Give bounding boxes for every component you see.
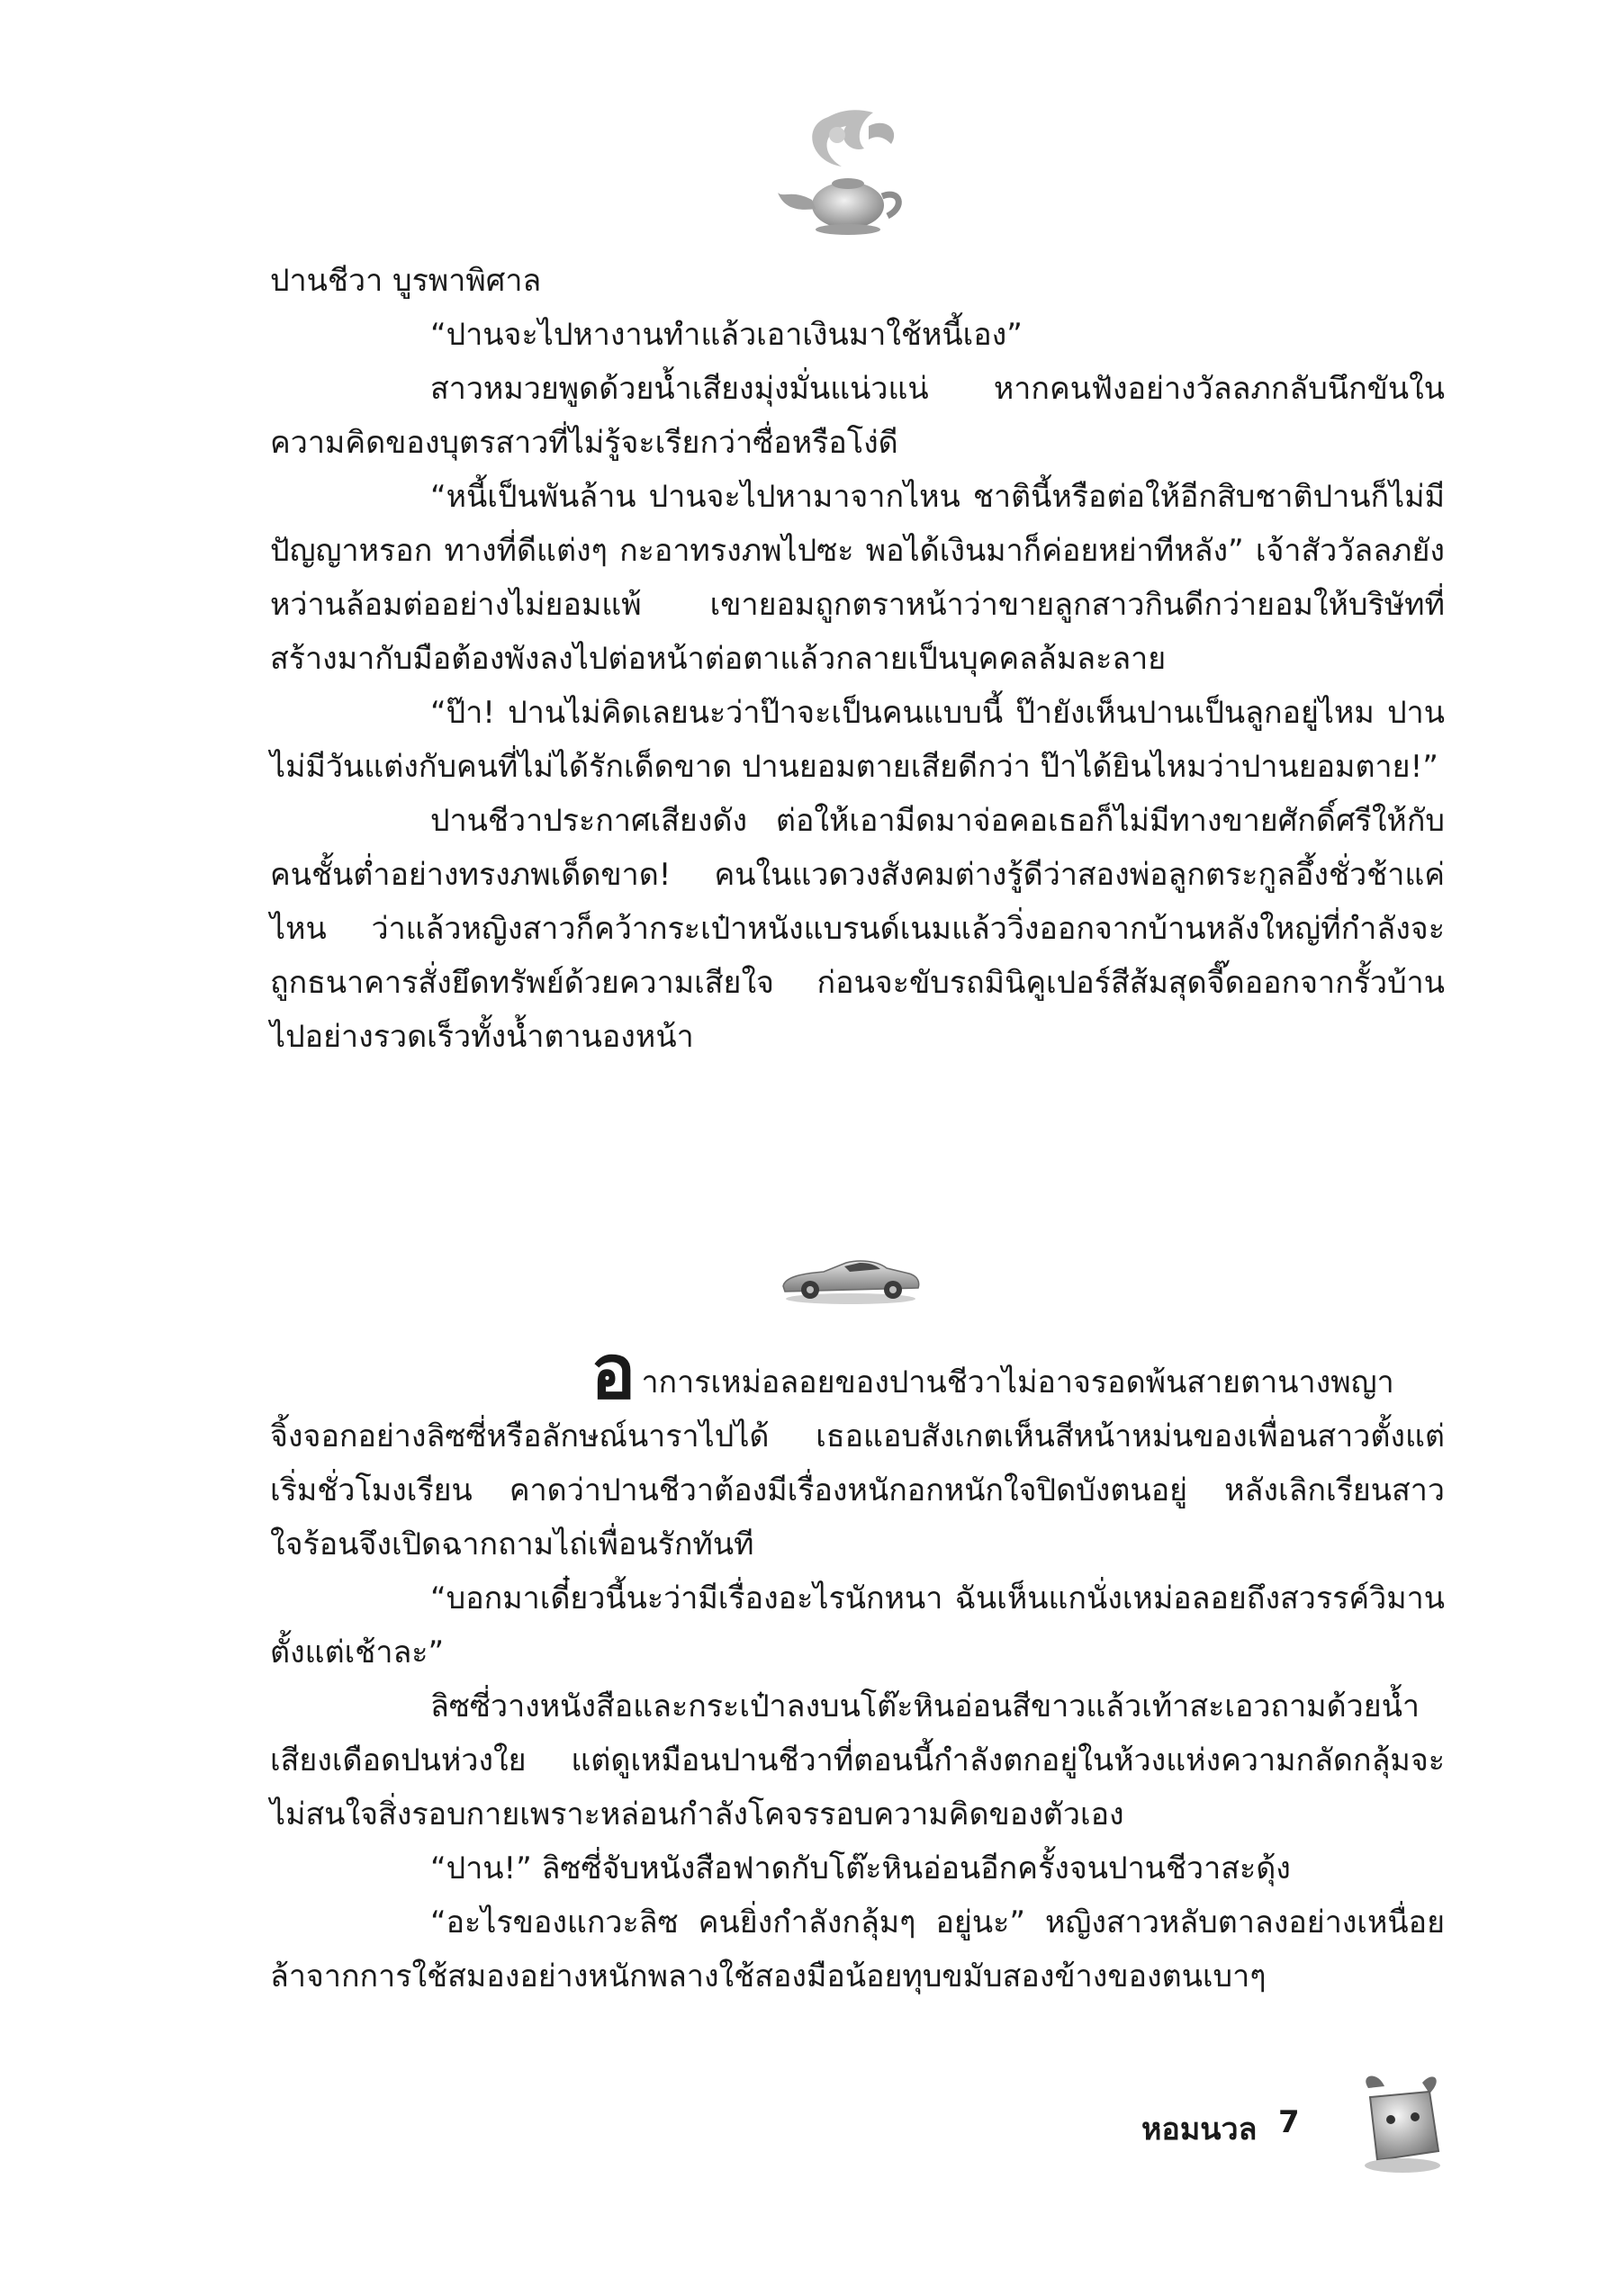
paragraph: “หนี้เป็นพันล้าน ปานจะไปหามาจากไหน ชาตินี้หรือต่อให้อีกสิบชาติปานก็ไม่มีปัญญาหรอก ทางที่ดีแต่งๆ กะอาทรงภพไปซะ พอได้เงินมาก็ค่อยหย่าทีหลัง” เจ้าสัววัลลภยังหว่านล้อมต่ออย่างไม่ยอมแพ้ เขายอมถูกตราหน้าว่าขายลูกสาวกินดีกว่ายอมให้บริษัทที่สร้างมากับมือต้องพังลงไปต่อหน้าต่อตาแล้วกลายเป็นบุคคลล้มละลาย xyxy=(270,479,1445,677)
page-footer xyxy=(1116,2070,1539,2178)
paragraph: “ปานจะไปหางานทำแล้วเอาเงินมาใช้หนี้เอง” xyxy=(430,317,1023,353)
sports-car-icon xyxy=(774,1247,927,1310)
paragraph-text: าการเหม่อลอยของปานชีวาไม่อาจรอดพ้นสายตานางพญาจิ้งจอกอย่างลิซซี่หรือลักษณ์นาราไปได้ เธอแอบสังเกตเห็นสีหน้าหม่นของเพื่อนสาวตั้งแต่เริ่มชั่วโมงเรียน คาดว่าปานชีวาต้องมีเรื่องหนักอกหนักใจปิดบังตนอยู่ หลังเลิกเรียนสาวใจร้อนจึงเปิดฉากถามไถ่เพื่อนรักทันที xyxy=(270,1364,1445,1562)
paragraph: “ปาน!” ลิซซี่จับหนังสือฟาดกับโต๊ะหินอ่อนอีกครั้งจนปานชีวาสะดุ้ง xyxy=(430,1850,1291,1886)
paragraph: ปานชีวาประกาศเสียงดัง ต่อให้เอามีดมาจ่อคอเธอก็ไม่มีทางขายศักดิ์ศรีให้กับคนชั้นต่ำอย่างทรงภพเด็ดขาด! คนในแวดวงสังคมต่างรู้ดีว่าสองพ่อลูกตระกูลอึ้งชั่วช้าแค่ไหน ว่าแล้วหญิงสาวก็คว้ากระเป๋าหนังแบรนด์เนมแล้ววิ่งออกจากบ้านหลังใหญ่ที่กำลังจะถูกธนาคารสั่งยึดทรัพย์ด้วยความเสียใจ ก่อนจะขับรถมินิคูเปอร์สีส้มสุดจี๊ดออกจากรั้วบ้านไปอย่างรวดเร็วทั้งน้ำตานองหน้า xyxy=(270,803,1445,1055)
teapot-fairy-icon xyxy=(765,99,927,243)
paragraph-with-drop-cap xyxy=(270,1328,1445,1571)
section-2 xyxy=(270,1328,1445,2003)
chapter-heading-line: ปานชีวา บูรพาพิศาล xyxy=(270,263,542,299)
paragraph: “อะไรของแกวะลิซ คนยิ่งกำลังกลุ้มๆ อยู่นะ” หญิงสาวหลับตาลงอย่างเหนื่อยล้าจากการใช้สมองอย่างหนักพลางใช้สองมือน้อยทุบขมับสองข้างของตนเบาๆ xyxy=(270,1904,1445,1994)
publisher-label: หอมนวล xyxy=(1141,2111,1258,2147)
paragraph: “ป๊า! ปานไม่คิดเลยนะว่าป๊าจะเป็นคนแบบนี้ ป๊ายังเห็นปานเป็นลูกอยู่ไหม ปานไม่มีวันแต่งกับคนที่ไม่ได้รักเด็ดขาด ปานยอมตายเสียดีกว่า ป๊าได้ยินไหมว่าปานยอมตาย!” xyxy=(270,695,1445,785)
drop-cap: อ xyxy=(591,1328,636,1416)
page-number: 7 xyxy=(1278,2104,1300,2140)
paragraph: ลิซซี่วางหนังสือและกระเป๋าลงบนโต๊ะหินอ่อนสีขาวแล้วเท้าสะเอวถามด้วยน้ำเสียงเดือดปนห่วงใย แต่ดูเหมือนปานชีวาที่ตอนนี้กำลังตกอยู่ในห้วงแห่งความกลัดกลุ้มจะไม่สนใจสิ่งรอบกายเพราะหล่อนกำลังโคจรรอบความคิดของตัวเอง xyxy=(270,1688,1445,1832)
mascot-icon xyxy=(1350,2070,1449,2178)
paragraph: สาวหมวยพูดด้วยน้ำเสียงมุ่งมั่นแน่วแน่ หากคนฟังอย่างวัลลภกลับนึกขันในความคิดของบุตรสาวที่ไม่รู้จะเรียกว่าซื่อหรือโง่ดี xyxy=(270,371,1445,461)
section-1 xyxy=(270,254,1445,1064)
paragraph: “บอกมาเดี๋ยวนี้นะว่ามีเรื่องอะไรนักหนา ฉันเห็นแกนั่งเหม่อลอยถึงสวรรค์วิมานตั้งแต่เช้าละ” xyxy=(270,1580,1445,1670)
